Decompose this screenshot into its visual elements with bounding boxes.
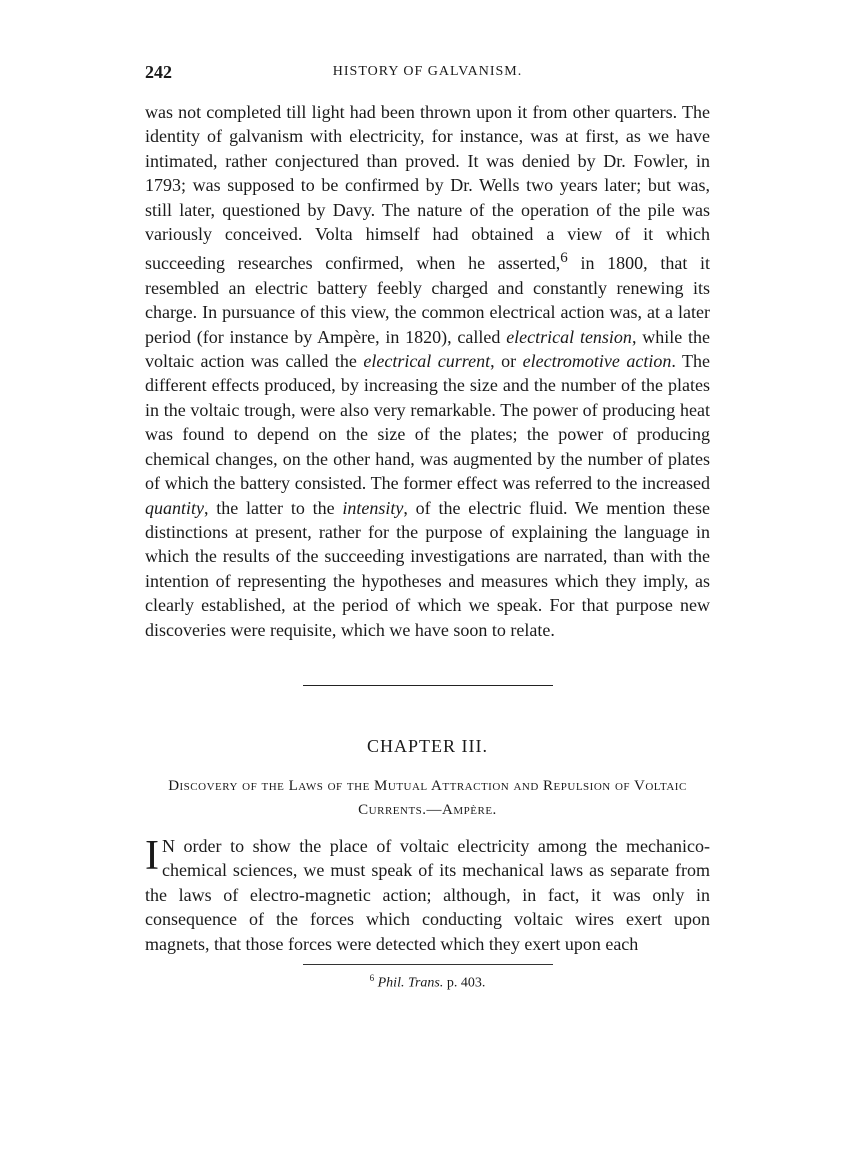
- running-title: HISTORY OF GALVANISM.: [332, 64, 523, 79]
- para1-text-g: , of the electric fluid. We mention these distinctions at present, rather for the purpose of explaining the language in which the results of the succeeding investigations are narrated, than with the intention of representing the hypotheses and measures which they imply, as clearly established, at the period of which we speak. For that purpose new discoveries were requisite, which we have soon to relate.: [145, 497, 711, 640]
- footnote-page: p. 403.: [443, 975, 486, 991]
- footnote-mark: 6: [369, 972, 375, 983]
- body-paragraph-2: [145, 834, 710, 956]
- section-divider: [303, 685, 553, 686]
- page-header: [145, 62, 710, 88]
- drop-cap: I: [145, 832, 159, 879]
- book-page: [145, 62, 710, 992]
- para1-text-e: . The different effects produced, by increasing the size and the number of the plates in the voltaic trough, were also very remarkable. The power of producing heat was found to depend on the size of the plates; the power of producing chemical changes, on the other hand, was augmented by the number of plates of which the battery consisted. The former effect was referred to the increased: [145, 351, 711, 494]
- page-number: 242: [145, 62, 172, 82]
- para1-text-f: , the latter to the: [204, 497, 343, 518]
- body-paragraph-1: [145, 100, 710, 642]
- chapter-title: CHAPTER III.: [367, 735, 488, 756]
- para1-text-a: was not completed till light had been thrown upon it from other quarters. The identity of galvanism with electricity, for instance, was at first, as we have intimated, rather conjectured than proved. It was denied by Dr. Fowler, in 1793; was supposed to be confirmed by Dr. Wells two years later; but was, still later, questioned by Davy. The nature of the operation of the pile was variously conceived. Volta himself had obtained a view of it which succeeding researches confirmed, when he asserted,: [145, 102, 710, 274]
- term-quantity: quantity: [145, 497, 204, 518]
- footnote: [145, 973, 710, 992]
- term-intensity: intensity: [342, 497, 404, 518]
- para1-text-d: , or: [490, 351, 523, 372]
- footnote-source: Phil. Trans.: [377, 975, 444, 991]
- term-electrical-tension: electrical tension: [506, 326, 632, 347]
- footnote-reference: 6: [560, 250, 568, 267]
- term-electromotive-action: electromotive action: [522, 351, 672, 372]
- chapter-subtitle: Discovery of the Laws of the Mutual Attraction and Repulsion of Voltaic Currents.—Ampère.: [168, 777, 687, 818]
- para1-text-b: in 1800, that it resembled an electric battery feebly charged and constantly renewing its charge. In pursuance of this view, the common electrical action was, at a later period (for instance by Ampère, in 1820), called: [145, 253, 711, 347]
- term-electrical-current: electrical current: [363, 351, 491, 372]
- para2-text: N order to show the place of voltaic electricity among the mechanico-chemical sciences, we must speak of its mechanical laws as separate from the laws of electro-magnetic action; although, in fact, it was only in consequence of the forces which conducting voltaic wires exert upon magnets, that those forces were detected which they exert upon each: [145, 835, 710, 954]
- para1-text-c: , while the voltaic action was called the: [145, 326, 710, 372]
- footnote-divider: [303, 964, 553, 965]
